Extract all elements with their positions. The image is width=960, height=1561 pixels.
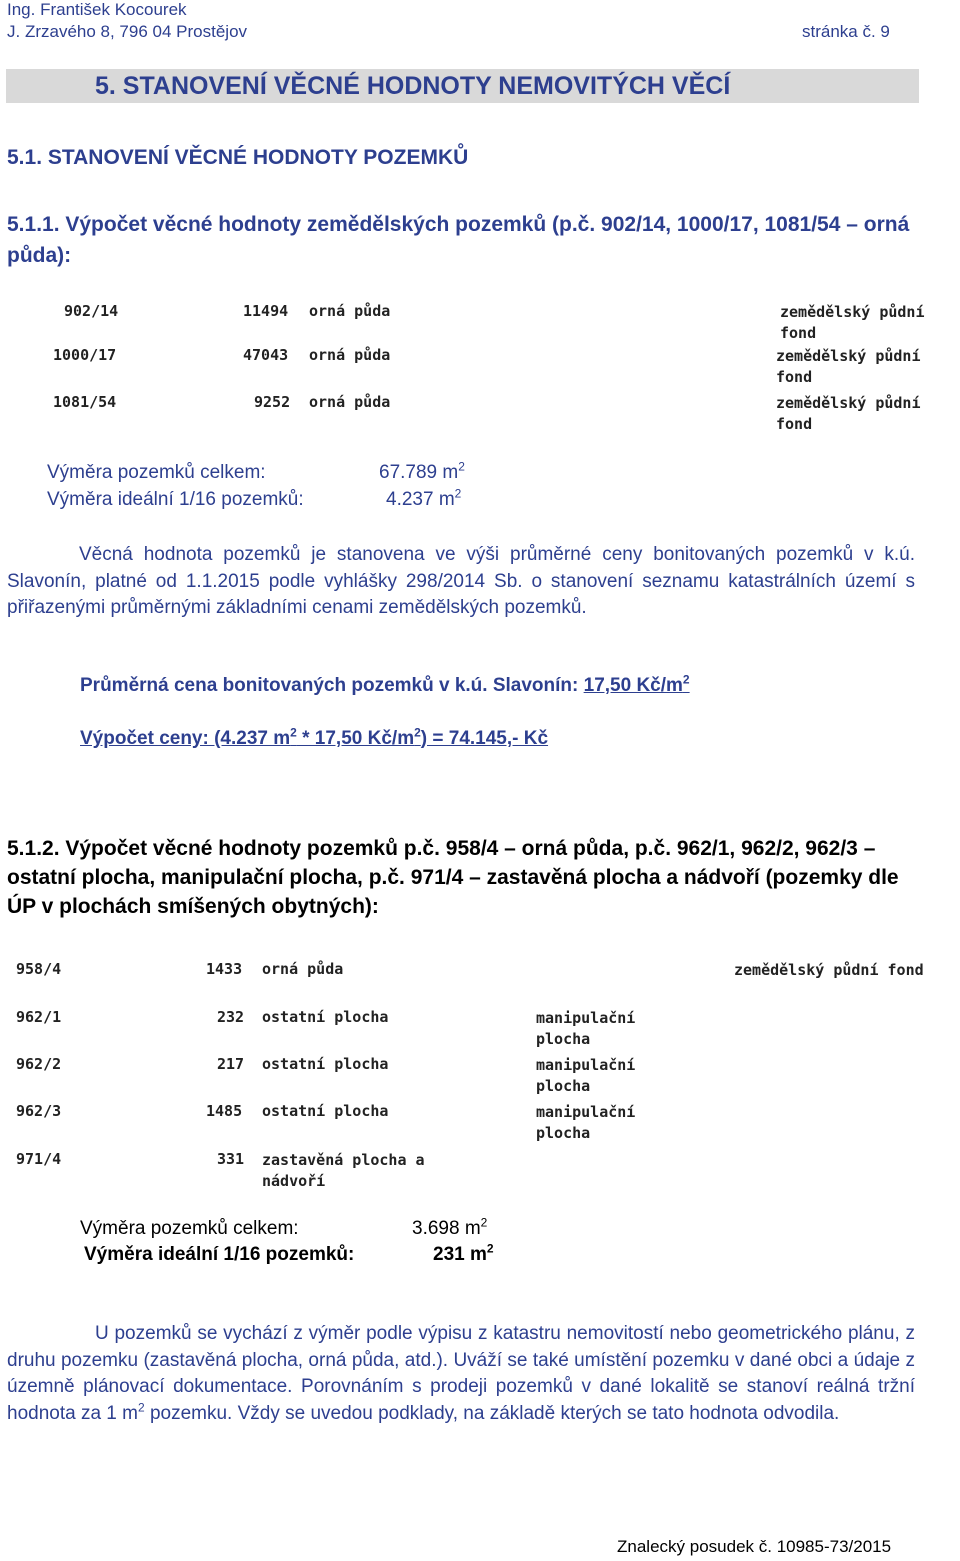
page-number: stránka č. 9 bbox=[802, 22, 890, 41]
parcel-number: 962/3 bbox=[16, 1102, 62, 1120]
parcel-area: 47043 bbox=[243, 346, 289, 364]
ideal-area-label-2: Výměra ideální 1/16 pozemků: bbox=[84, 1244, 355, 1265]
parcel-area: 1433 bbox=[206, 960, 243, 978]
ideal-area-value-2: 231 $m^2$ bbox=[433, 1241, 494, 1265]
parcel-area: 232 bbox=[217, 1008, 245, 1026]
parcel-use: manipulační plocha bbox=[536, 1103, 636, 1142]
section-512-title: 5.1.2. Výpočet věcné hodnoty pozemků p.č. 958/4 – orná půda, p.č. 962/1, 962/2, 962/3 – ostatní plocha, manipulační plocha, p.č. 971/4 – zastavěná plocha a nádvoří (pozemky dle ÚP v plochách smíšených obytných): bbox=[7, 837, 899, 918]
header-address: J. Zrzavého 8, 796 04 Prostějov bbox=[7, 22, 248, 41]
total-area-label-2: Výměra pozemků celkem: bbox=[80, 1218, 299, 1239]
methodology-paragraph: U pozemků se vychází z výměr podle výpisu z katastru nemovitostí nebo geometrického plánu, z druhu pozemku (zastavěná plocha, orná půda, atd.). Uváží se také umístění pozemku v dané obci a údaje z územně plánovací dokumentace. Porovnáním s prodeji pozemků v dané lokalitě se stanoví reálná tržní hodnota za 1 $m^2$ pozemku. Vždy se uvedou podklady, na základě kterých se tato hodnota odvodila. bbox=[7, 1323, 915, 1424]
parcel-area: 217 bbox=[217, 1055, 245, 1073]
parcel-category: zemědělský půdní fond bbox=[780, 303, 925, 342]
total-area-label: Výměra pozemků celkem: bbox=[47, 462, 266, 483]
valuation-paragraph: Věcná hodnota pozemků je stanovena ve výši průměrné ceny bonitovaných pozemků v k.ú. Slavonín, platné od 1.1.2015 podle vyhlášky 298/2014 Sb. o stanovení seznamu katastrálních území s přiřazenými průměrnými základními cenami zemědělských pozemků. bbox=[7, 544, 915, 618]
parcel-type: orná půda bbox=[309, 302, 391, 320]
total-area-value-2: 3.698 $m^2$ bbox=[412, 1215, 488, 1239]
parcel-number: 962/2 bbox=[16, 1055, 62, 1073]
subsection-title: 5.1. STANOVENÍ VĚCNÉ HODNOTY POZEMKŮ bbox=[7, 146, 469, 169]
parcel-number: 902/14 bbox=[64, 302, 119, 320]
parcel-area: 1485 bbox=[206, 1102, 243, 1120]
parcel-type: ostatní plocha bbox=[262, 1055, 389, 1073]
parcel-use: manipulační plocha bbox=[536, 1009, 636, 1048]
parcel-type: ostatní plocha bbox=[262, 1102, 389, 1120]
parcel-category: zemědělský půdní fond bbox=[776, 347, 921, 386]
parcel-type: zastavěná plocha a nádvoří bbox=[262, 1151, 425, 1190]
parcel-type: orná půda bbox=[309, 346, 391, 364]
parcel-type: orná půda bbox=[262, 960, 344, 978]
report-number-footer: Znalecký posudek č. 10985-73/2015 bbox=[617, 1537, 892, 1556]
parcel-category: zemědělský půdní fond bbox=[734, 961, 924, 979]
average-price-line: Průměrná cena bonitovaných pozemků v k.ú. Slavonín: 17,50 $Kč/m^2$ bbox=[80, 672, 690, 696]
parcel-number: 962/1 bbox=[16, 1008, 62, 1026]
parcel-type: orná půda bbox=[309, 393, 391, 411]
parcel-number: 1081/54 bbox=[53, 393, 117, 411]
parcel-category: zemědělský půdní fond bbox=[776, 394, 921, 433]
total-area-value: 67.789 $m^2$ bbox=[379, 459, 465, 483]
subsubsection-title: 5.1.1. Výpočet věcné hodnoty zemědělských pozemků (p.č. 902/14, 1000/17, 1081/54 – orná půda): bbox=[7, 213, 910, 267]
header-author: Ing. František Kocourek bbox=[7, 0, 187, 19]
parcel-number: 971/4 bbox=[16, 1150, 62, 1168]
parcel-number: 958/4 bbox=[16, 960, 62, 978]
parcel-type: ostatní plocha bbox=[262, 1008, 389, 1026]
section-title: 5. STANOVENÍ VĚCNÉ HODNOTY NEMOVITÝCH VĚCÍ bbox=[95, 72, 731, 100]
price-calculation: Výpočet ceny: (4.237 $m^2 * 17,50$ $Kč/m^2) = 74.145,-$ Kč bbox=[80, 725, 549, 749]
parcel-area: 331 bbox=[217, 1150, 245, 1168]
parcel-use: manipulační plocha bbox=[536, 1056, 636, 1095]
parcel-area: 9252 bbox=[254, 393, 291, 411]
parcel-number: 1000/17 bbox=[53, 346, 117, 364]
parcel-area: 11494 bbox=[243, 302, 289, 320]
ideal-area-label: Výměra ideální 1/16 pozemků: bbox=[47, 489, 304, 510]
ideal-area-value: 4.237 $m^2$ bbox=[386, 486, 462, 510]
